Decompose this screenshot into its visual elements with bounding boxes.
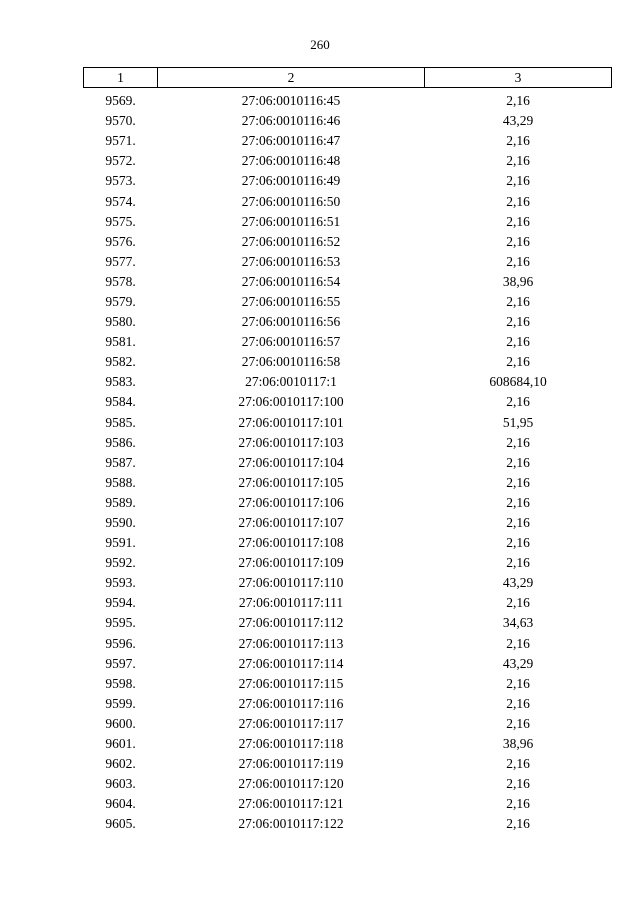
table-row <box>84 413 612 433</box>
value-cell: 2,16 <box>506 173 530 189</box>
table-header <box>84 68 612 88</box>
cadastral-number-cell: 27:06:0010116:45 <box>241 93 341 109</box>
cadastral-number-cell: 27:06:0010117:119 <box>238 756 344 772</box>
table-row <box>84 694 612 714</box>
row-number-cell: 9596. <box>105 635 136 651</box>
value-cell: 43,29 <box>502 575 534 591</box>
table-row <box>84 794 612 814</box>
cadastral-number-cell: 27:06:0010117:118 <box>238 736 344 752</box>
table-row <box>84 634 612 654</box>
table-row <box>84 392 612 412</box>
row-number-cell: 9570. <box>105 113 136 129</box>
cadastral-number-cell: 27:06:0010117:113 <box>238 635 344 651</box>
table-row <box>84 473 612 493</box>
cadastral-number-cell: 27:06:0010116:49 <box>241 173 341 189</box>
value-cell: 2,16 <box>506 494 530 510</box>
row-number-cell: 9571. <box>105 133 136 149</box>
column-header-3: 3 <box>425 68 612 88</box>
row-number-cell: 9578. <box>105 273 136 289</box>
cadastral-number-cell: 27:06:0010116:52 <box>241 233 341 249</box>
value-cell: 2,16 <box>506 314 530 330</box>
cadastral-number-cell: 27:06:0010117:110 <box>238 575 344 591</box>
row-number-cell: 9603. <box>105 776 136 792</box>
table-row <box>84 111 612 131</box>
value-cell: 2,16 <box>506 233 530 249</box>
row-number-cell: 9577. <box>105 253 136 269</box>
table-row <box>84 553 612 573</box>
cadastral-number-cell: 27:06:0010116:56 <box>241 314 341 330</box>
row-number-cell: 9601. <box>105 736 136 752</box>
value-cell: 38,96 <box>502 273 534 289</box>
cadastral-number-cell: 27:06:0010116:50 <box>241 193 341 209</box>
row-number-cell: 9584. <box>105 394 136 410</box>
row-number-cell: 9589. <box>105 494 136 510</box>
table-body <box>84 88 612 835</box>
table-row <box>84 674 612 694</box>
cadastral-number-cell: 27:06:0010117:105 <box>238 474 344 490</box>
row-number-cell: 9580. <box>105 314 136 330</box>
row-number-cell: 9597. <box>105 655 136 671</box>
table-row <box>84 493 612 513</box>
row-number-cell: 9588. <box>105 474 136 490</box>
cadastral-number-cell: 27:06:0010117:104 <box>238 454 344 470</box>
row-number-cell: 9590. <box>105 515 136 531</box>
cadastral-number-cell: 27:06:0010117:112 <box>238 615 344 631</box>
value-cell: 2,16 <box>506 394 530 410</box>
table-row <box>84 734 612 754</box>
row-number-cell: 9574. <box>105 193 136 209</box>
row-number-cell: 9586. <box>105 434 136 450</box>
cadastral-number-cell: 27:06:0010117:120 <box>238 776 344 792</box>
cadastral-number-cell: 27:06:0010117:122 <box>238 816 344 832</box>
cadastral-number-cell: 27:06:0010116:46 <box>241 113 341 129</box>
table-row <box>84 191 612 211</box>
table-row <box>84 754 612 774</box>
row-number-cell: 9594. <box>105 595 136 611</box>
row-number-cell: 9582. <box>105 354 136 370</box>
cadastral-number-cell: 27:06:0010116:55 <box>241 293 341 309</box>
cadastral-number-cell: 27:06:0010116:53 <box>241 253 341 269</box>
value-cell: 2,16 <box>506 434 530 450</box>
row-number-cell: 9585. <box>105 414 136 430</box>
table-row <box>84 533 612 553</box>
table-row <box>84 88 612 112</box>
table-row <box>84 593 612 613</box>
value-cell: 2,16 <box>506 776 530 792</box>
row-number-cell: 9604. <box>105 796 136 812</box>
row-number-cell: 9595. <box>105 615 136 631</box>
table-row <box>84 613 612 633</box>
cadastral-number-cell: 27:06:0010117:1 <box>245 374 337 390</box>
row-number-cell: 9598. <box>105 675 136 691</box>
value-cell: 2,16 <box>506 796 530 812</box>
table-row <box>84 774 612 794</box>
table-row <box>84 232 612 252</box>
value-cell: 2,16 <box>506 535 530 551</box>
value-cell: 608684,10 <box>489 374 547 390</box>
value-cell: 43,29 <box>502 113 534 129</box>
cadastral-number-cell: 27:06:0010117:101 <box>238 414 344 430</box>
value-cell: 2,16 <box>506 756 530 772</box>
cadastral-number-cell: 27:06:0010117:117 <box>238 715 344 731</box>
value-cell: 2,16 <box>506 93 530 109</box>
header-row <box>84 68 612 88</box>
value-cell: 2,16 <box>506 595 530 611</box>
row-number-cell: 9579. <box>105 293 136 309</box>
cadastral-number-cell: 27:06:0010117:115 <box>238 675 344 691</box>
table-row <box>84 714 612 734</box>
table-row <box>84 292 612 312</box>
cadastral-number-cell: 27:06:0010116:57 <box>241 334 341 350</box>
row-number-cell: 9569. <box>105 93 136 109</box>
table-row <box>84 814 612 834</box>
cadastral-number-cell: 27:06:0010117:106 <box>238 494 344 510</box>
cadastral-number-cell: 27:06:0010116:51 <box>241 213 341 229</box>
table-row <box>84 654 612 674</box>
cadastral-number-cell: 27:06:0010117:121 <box>238 796 344 812</box>
value-cell: 2,16 <box>506 454 530 470</box>
cadastral-number-cell: 27:06:0010116:58 <box>241 354 341 370</box>
value-cell: 2,16 <box>506 675 530 691</box>
row-number-cell: 9602. <box>105 756 136 772</box>
row-number-cell: 9573. <box>105 173 136 189</box>
value-cell: 34,63 <box>502 615 534 631</box>
row-number-cell: 9591. <box>105 535 136 551</box>
table-row <box>84 151 612 171</box>
value-cell: 2,16 <box>506 153 530 169</box>
cadastral-number-cell: 27:06:0010116:54 <box>241 273 341 289</box>
row-number-cell: 9576. <box>105 233 136 249</box>
table-row <box>84 372 612 392</box>
data-table <box>83 67 612 834</box>
value-cell: 2,16 <box>506 334 530 350</box>
value-cell: 38,96 <box>502 736 534 752</box>
value-cell: 2,16 <box>506 213 530 229</box>
value-cell: 2,16 <box>506 354 530 370</box>
value-cell: 2,16 <box>506 816 530 832</box>
row-number-cell: 9583. <box>105 374 136 390</box>
table-row <box>84 332 612 352</box>
table-row <box>84 453 612 473</box>
row-number-cell: 9587. <box>105 454 136 470</box>
value-cell: 2,16 <box>506 515 530 531</box>
column-header-2: 2 <box>158 68 425 88</box>
table-row <box>84 513 612 533</box>
row-number-cell: 9599. <box>105 695 136 711</box>
table-row <box>84 352 612 372</box>
cadastral-number-cell: 27:06:0010117:103 <box>238 434 344 450</box>
value-cell: 2,16 <box>506 193 530 209</box>
table-row <box>84 573 612 593</box>
cadastral-number-cell: 27:06:0010116:47 <box>241 133 341 149</box>
cadastral-number-cell: 27:06:0010117:107 <box>238 515 344 531</box>
row-number-cell: 9592. <box>105 555 136 571</box>
table-row <box>84 131 612 151</box>
cadastral-number-cell: 27:06:0010117:100 <box>238 394 344 410</box>
page-number: 260 <box>310 37 330 52</box>
row-number-cell: 9572. <box>105 153 136 169</box>
cadastral-number-cell: 27:06:0010116:48 <box>241 153 341 169</box>
cadastral-number-cell: 27:06:0010117:114 <box>238 655 344 671</box>
table-row <box>84 272 612 292</box>
value-cell: 2,16 <box>506 133 530 149</box>
value-cell: 2,16 <box>506 474 530 490</box>
value-cell: 2,16 <box>506 715 530 731</box>
column-header-1: 1 <box>84 68 158 88</box>
row-number-cell: 9605. <box>105 816 136 832</box>
value-cell: 2,16 <box>506 293 530 309</box>
table-row <box>84 433 612 453</box>
cadastral-number-cell: 27:06:0010117:116 <box>238 695 344 711</box>
value-cell: 43,29 <box>502 655 534 671</box>
table-row <box>84 252 612 272</box>
row-number-cell: 9581. <box>105 334 136 350</box>
cadastral-number-cell: 27:06:0010117:108 <box>238 535 344 551</box>
table-row <box>84 171 612 191</box>
table-row <box>84 312 612 332</box>
value-cell: 51,95 <box>502 414 534 430</box>
value-cell: 2,16 <box>506 695 530 711</box>
row-number-cell: 9600. <box>105 715 136 731</box>
row-number-cell: 9593. <box>105 575 136 591</box>
cadastral-number-cell: 27:06:0010117:109 <box>238 555 344 571</box>
value-cell: 2,16 <box>506 635 530 651</box>
value-cell: 2,16 <box>506 253 530 269</box>
cadastral-number-cell: 27:06:0010117:111 <box>238 595 344 611</box>
row-number-cell: 9575. <box>105 213 136 229</box>
value-cell: 2,16 <box>506 555 530 571</box>
table-row <box>84 212 612 232</box>
